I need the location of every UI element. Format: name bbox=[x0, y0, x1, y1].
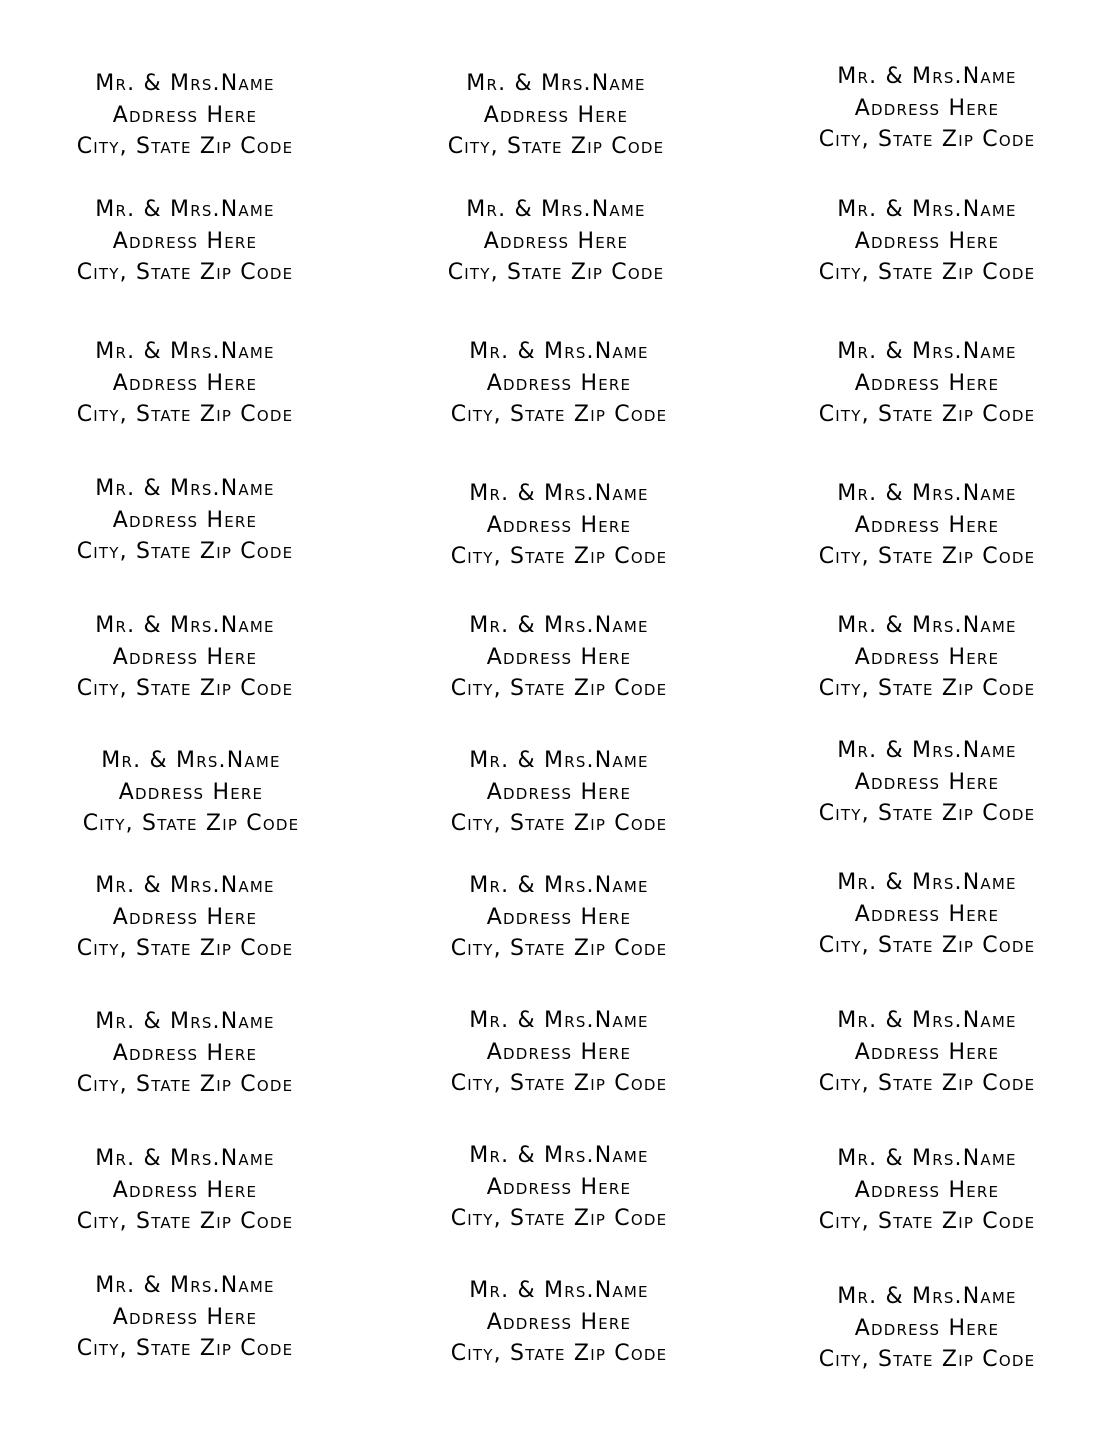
label-city-line: City, State Zip Code bbox=[450, 1341, 668, 1367]
address-label bbox=[777, 867, 1077, 962]
address-label bbox=[777, 610, 1077, 705]
label-address-line: Address Here bbox=[112, 1040, 258, 1066]
label-name-line: Mr. & Mrs.Name bbox=[837, 197, 1017, 222]
address-label bbox=[409, 1275, 709, 1370]
label-name-line: Mr. & Mrs.Name bbox=[469, 613, 649, 638]
address-label bbox=[409, 1005, 709, 1100]
label-name-line: Mr. & Mrs.Name bbox=[101, 748, 281, 773]
label-address-line: Address Here bbox=[486, 1309, 632, 1335]
address-label bbox=[35, 870, 335, 965]
address-label bbox=[409, 870, 709, 965]
label-address-line: Address Here bbox=[483, 102, 629, 128]
label-address-line: Address Here bbox=[112, 1177, 258, 1203]
label-address-line: Address Here bbox=[112, 228, 258, 254]
address-label bbox=[406, 68, 706, 163]
address-label bbox=[41, 745, 341, 840]
label-address-line: Address Here bbox=[118, 779, 264, 805]
label-name-line: Mr. & Mrs.Name bbox=[837, 64, 1017, 89]
label-city-line: City, State Zip Code bbox=[818, 933, 1036, 959]
label-address-line: Address Here bbox=[486, 1174, 632, 1200]
label-name-line: Mr. & Mrs.Name bbox=[837, 738, 1017, 763]
label-name-line: Mr. & Mrs.Name bbox=[469, 481, 649, 506]
label-city-line: City, State Zip Code bbox=[450, 811, 668, 837]
address-label bbox=[777, 478, 1077, 573]
label-address-line: Address Here bbox=[112, 507, 258, 533]
label-address-line: Address Here bbox=[854, 95, 1000, 121]
address-label bbox=[409, 610, 709, 705]
address-label bbox=[35, 336, 335, 431]
label-city-line: City, State Zip Code bbox=[450, 402, 668, 428]
label-city-line: City, State Zip Code bbox=[76, 1072, 294, 1098]
address-label bbox=[777, 61, 1077, 156]
address-label bbox=[409, 1140, 709, 1235]
label-name-line: Mr. & Mrs.Name bbox=[95, 1273, 275, 1298]
label-address-line: Address Here bbox=[854, 228, 1000, 254]
label-name-line: Mr. & Mrs.Name bbox=[469, 748, 649, 773]
address-label bbox=[35, 473, 335, 568]
label-name-line: Mr. & Mrs.Name bbox=[469, 1278, 649, 1303]
label-address-line: Address Here bbox=[486, 904, 632, 930]
label-city-line: City, State Zip Code bbox=[450, 1071, 668, 1097]
label-city-line: City, State Zip Code bbox=[447, 260, 665, 286]
address-label bbox=[35, 1006, 335, 1101]
label-city-line: City, State Zip Code bbox=[818, 260, 1036, 286]
label-address-line: Address Here bbox=[112, 102, 258, 128]
address-label bbox=[35, 194, 335, 289]
label-name-line: Mr. & Mrs.Name bbox=[466, 197, 646, 222]
label-name-line: Mr. & Mrs.Name bbox=[95, 71, 275, 96]
label-city-line: City, State Zip Code bbox=[447, 134, 665, 160]
label-city-line: City, State Zip Code bbox=[450, 676, 668, 702]
label-address-line: Address Here bbox=[112, 1304, 258, 1330]
address-label bbox=[409, 478, 709, 573]
label-city-line: City, State Zip Code bbox=[76, 260, 294, 286]
label-name-line: Mr. & Mrs.Name bbox=[95, 476, 275, 501]
label-city-line: City, State Zip Code bbox=[818, 1071, 1036, 1097]
label-address-line: Address Here bbox=[486, 644, 632, 670]
address-label bbox=[777, 1005, 1077, 1100]
address-label bbox=[35, 1270, 335, 1365]
label-address-line: Address Here bbox=[486, 1039, 632, 1065]
label-address-line: Address Here bbox=[854, 370, 1000, 396]
label-city-line: City, State Zip Code bbox=[76, 402, 294, 428]
label-city-line: City, State Zip Code bbox=[82, 811, 300, 837]
label-address-line: Address Here bbox=[112, 904, 258, 930]
label-name-line: Mr. & Mrs.Name bbox=[95, 197, 275, 222]
address-label bbox=[777, 194, 1077, 289]
label-name-line: Mr. & Mrs.Name bbox=[837, 1146, 1017, 1171]
label-name-line: Mr. & Mrs.Name bbox=[95, 1146, 275, 1171]
label-city-line: City, State Zip Code bbox=[450, 936, 668, 962]
label-address-line: Address Here bbox=[854, 512, 1000, 538]
label-address-line: Address Here bbox=[854, 901, 1000, 927]
label-address-line: Address Here bbox=[854, 644, 1000, 670]
label-city-line: City, State Zip Code bbox=[818, 127, 1036, 153]
label-address-line: Address Here bbox=[486, 512, 632, 538]
label-city-line: City, State Zip Code bbox=[818, 1347, 1036, 1373]
label-address-line: Address Here bbox=[854, 1039, 1000, 1065]
address-label bbox=[409, 745, 709, 840]
label-city-line: City, State Zip Code bbox=[818, 402, 1036, 428]
label-city-line: City, State Zip Code bbox=[818, 801, 1036, 827]
address-label bbox=[777, 1143, 1077, 1238]
label-name-line: Mr. & Mrs.Name bbox=[837, 1284, 1017, 1309]
address-label bbox=[777, 336, 1077, 431]
label-city-line: City, State Zip Code bbox=[76, 1336, 294, 1362]
label-city-line: City, State Zip Code bbox=[818, 676, 1036, 702]
label-name-line: Mr. & Mrs.Name bbox=[837, 1008, 1017, 1033]
label-address-line: Address Here bbox=[486, 779, 632, 805]
label-name-line: Mr. & Mrs.Name bbox=[837, 339, 1017, 364]
label-city-line: City, State Zip Code bbox=[450, 544, 668, 570]
label-address-line: Address Here bbox=[854, 1177, 1000, 1203]
label-city-line: City, State Zip Code bbox=[76, 1209, 294, 1235]
label-name-line: Mr. & Mrs.Name bbox=[466, 71, 646, 96]
address-label bbox=[777, 735, 1077, 830]
label-name-line: Mr. & Mrs.Name bbox=[95, 339, 275, 364]
address-label bbox=[777, 1281, 1077, 1376]
label-name-line: Mr. & Mrs.Name bbox=[837, 481, 1017, 506]
address-label bbox=[35, 68, 335, 163]
label-city-line: City, State Zip Code bbox=[450, 1206, 668, 1232]
label-name-line: Mr. & Mrs.Name bbox=[95, 873, 275, 898]
label-name-line: Mr. & Mrs.Name bbox=[95, 613, 275, 638]
address-label bbox=[35, 1143, 335, 1238]
label-address-line: Address Here bbox=[112, 644, 258, 670]
label-address-line: Address Here bbox=[854, 1315, 1000, 1341]
label-name-line: Mr. & Mrs.Name bbox=[837, 613, 1017, 638]
label-address-line: Address Here bbox=[854, 769, 1000, 795]
label-city-line: City, State Zip Code bbox=[76, 936, 294, 962]
label-city-line: City, State Zip Code bbox=[76, 539, 294, 565]
label-address-line: Address Here bbox=[112, 370, 258, 396]
address-label bbox=[35, 610, 335, 705]
label-city-line: City, State Zip Code bbox=[76, 676, 294, 702]
label-name-line: Mr. & Mrs.Name bbox=[837, 870, 1017, 895]
label-name-line: Mr. & Mrs.Name bbox=[469, 339, 649, 364]
label-name-line: Mr. & Mrs.Name bbox=[469, 873, 649, 898]
label-address-line: Address Here bbox=[486, 370, 632, 396]
label-city-line: City, State Zip Code bbox=[818, 544, 1036, 570]
label-city-line: City, State Zip Code bbox=[76, 134, 294, 160]
address-label bbox=[406, 194, 706, 289]
label-city-line: City, State Zip Code bbox=[818, 1209, 1036, 1235]
label-address-line: Address Here bbox=[483, 228, 629, 254]
label-name-line: Mr. & Mrs.Name bbox=[469, 1143, 649, 1168]
address-label bbox=[409, 336, 709, 431]
label-name-line: Mr. & Mrs.Name bbox=[469, 1008, 649, 1033]
label-name-line: Mr. & Mrs.Name bbox=[95, 1009, 275, 1034]
